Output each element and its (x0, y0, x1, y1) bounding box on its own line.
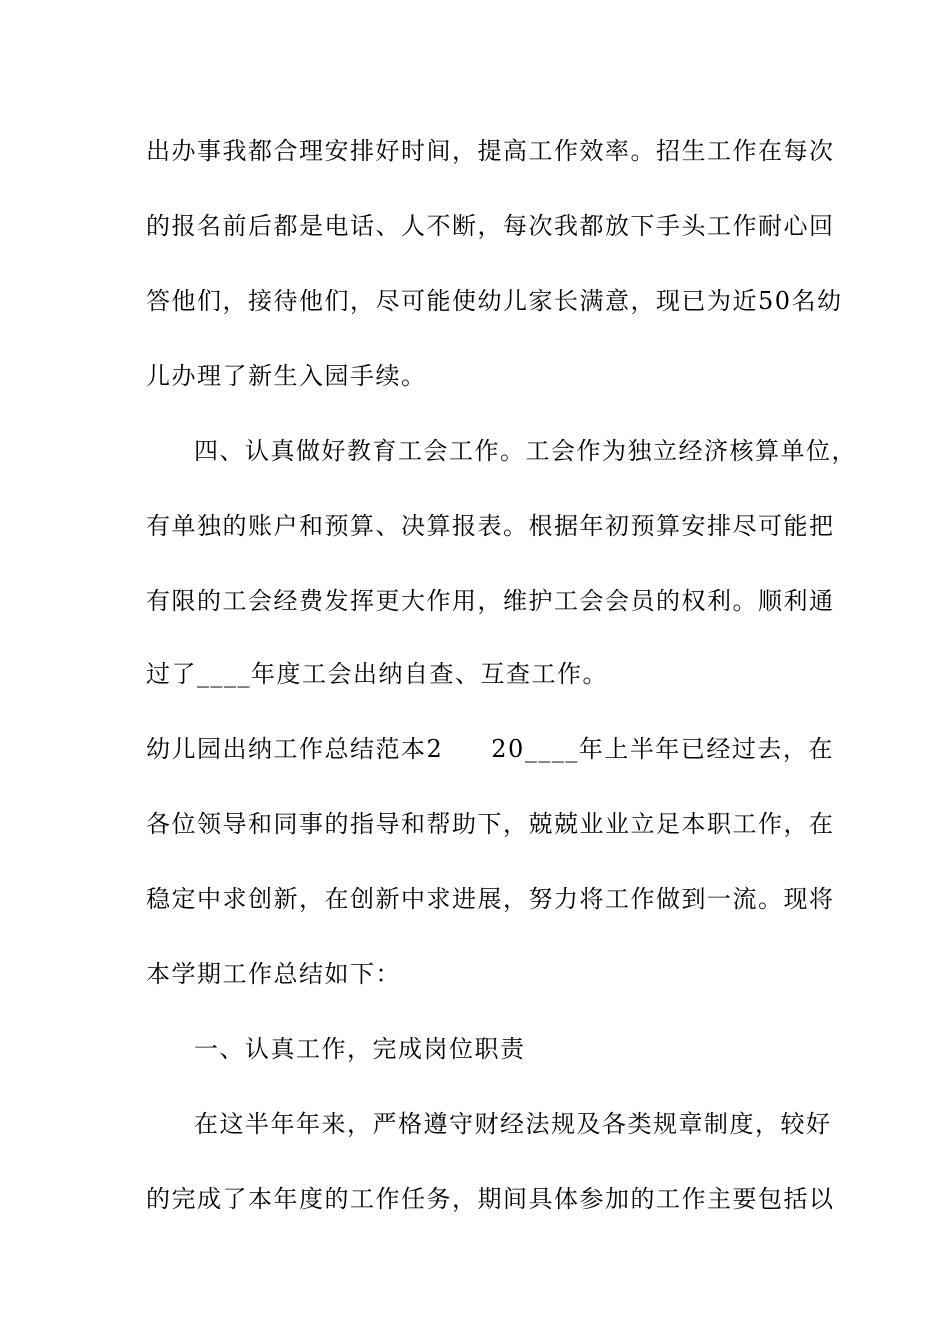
paragraph-line: 有单独的账户和预算、决算报表。根据年初预算安排尽可能把 (146, 512, 835, 540)
paragraph-line: 过了____年度工会出纳自查、互查工作。 (146, 660, 608, 688)
section2-heading-line (146, 734, 834, 764)
paragraph-line: 的完成了本年度的工作任务，期间具体参加的工作主要包括以 (146, 1185, 835, 1213)
paragraph-line: 各位领导和同事的指导和帮助下，兢兢业业立足本职工作，在 (146, 810, 835, 838)
section-heading-line: 四、认真做好教育工会工作。工会作为独立经济核算单位， (194, 437, 857, 465)
paragraph-line: 儿办理了新生入园手续。 (146, 362, 427, 390)
paragraph-line: 稳定中求创新，在创新中求进展，努力将工作做到一流。现将 (146, 885, 835, 913)
section2-title: 幼儿园出纳工作总结范本2 (146, 735, 444, 763)
subheading-line: 一、认真工作，完成岗位职责 (194, 1035, 526, 1063)
paragraph-line: 的报名前后都是电话、人不断，每次我都放下手头工作耐心回 (146, 212, 835, 240)
paragraph-line: 在这半年年来，严格遵守财经法规及各类规章制度，较好 (194, 1110, 832, 1138)
paragraph-line: 有限的工会经费发挥更大作用，维护工会会员的权利。顺利通 (146, 587, 835, 615)
paragraph-line: 出办事我都合理安排好时间，提高工作效率。招生工作在每次 (146, 137, 835, 165)
paragraph-line: 本学期工作总结如下： (146, 960, 401, 988)
paragraph-line: 答他们，接待他们，尽可能使幼儿家长满意，现已为近50名幼 (146, 287, 843, 315)
section2-first-line: 20____年上半年已经过去，在 (491, 735, 834, 763)
